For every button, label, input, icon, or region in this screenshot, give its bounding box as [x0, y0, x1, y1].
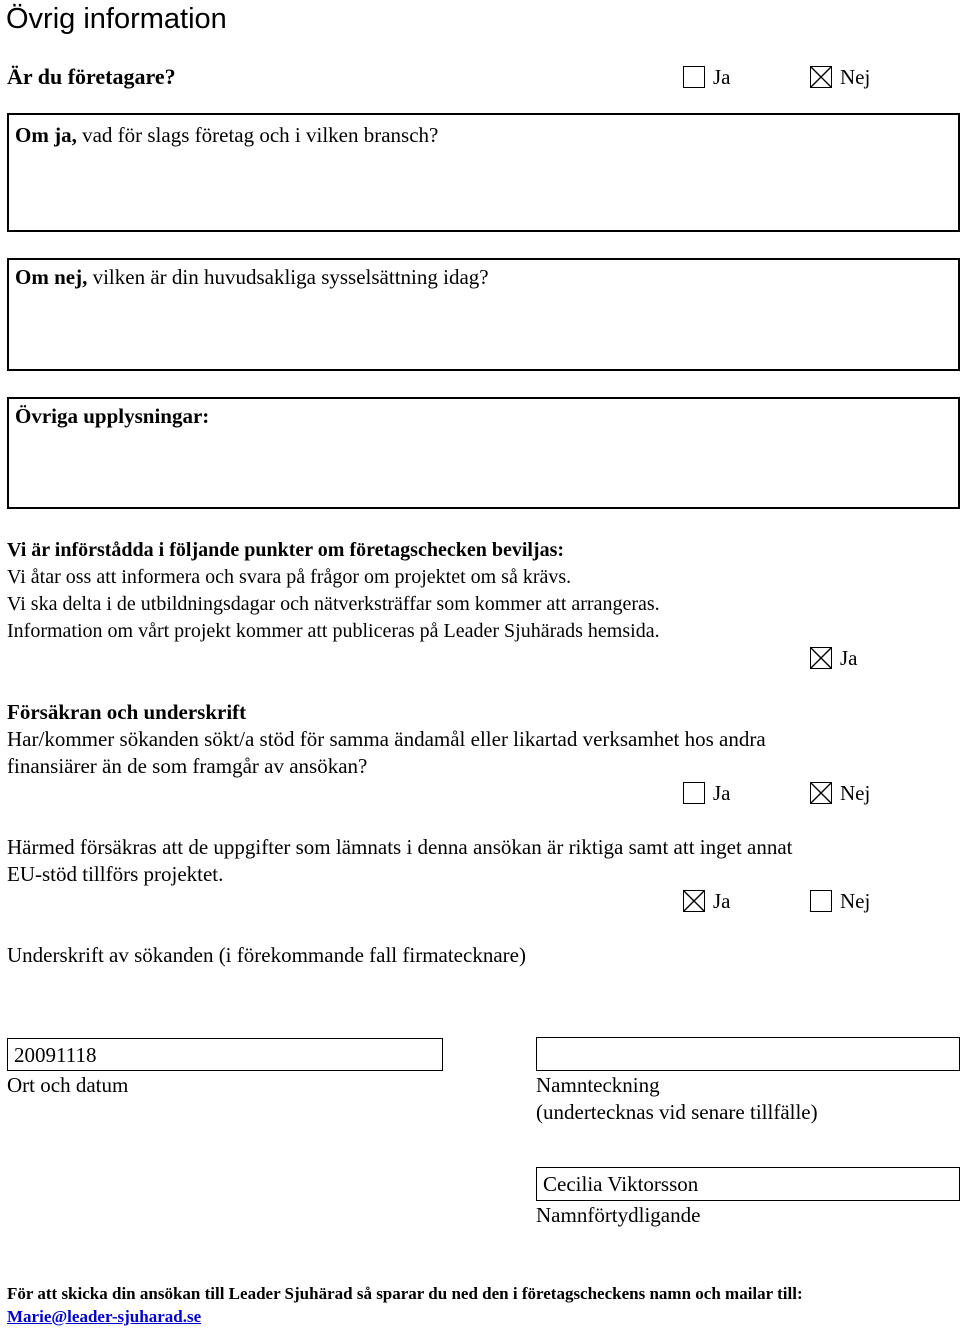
name-field[interactable]: Cecilia Viktorsson — [536, 1167, 960, 1201]
other-info-label: Övriga upplysningar: — [15, 404, 210, 428]
signature-label: Namnteckning — [536, 1073, 660, 1097]
other-info-field[interactable] — [7, 397, 960, 509]
assurance-q1-nej-label: Nej — [840, 781, 871, 805]
assurance-q1-ja-checkbox[interactable] — [683, 782, 705, 804]
agreement-line-3: Information om vårt projekt kommer att publiceras på Leader Sjuhärads hemsida. — [7, 620, 660, 642]
agreement-ja-label: Ja — [840, 646, 858, 670]
agreement-line-2: Vi ska delta i de utbildningsdagar och nätverksträffar som kommer att arrangeras. — [7, 593, 660, 615]
signature-field[interactable] — [536, 1037, 960, 1071]
date-field[interactable]: 20091118 — [7, 1038, 443, 1071]
check-x-mark-icon — [811, 648, 831, 668]
if-yes-field[interactable] — [7, 113, 960, 232]
if-no-field[interactable] — [7, 258, 960, 371]
assurance-q1-ja-label: Ja — [713, 781, 731, 805]
entrepreneur-nej-label: Nej — [840, 65, 871, 89]
date-label: Ort och datum — [7, 1073, 129, 1097]
assurance-q2-ja-checkbox[interactable] — [683, 890, 705, 912]
assurance-q2-nej-checkbox[interactable] — [810, 890, 832, 912]
entrepreneur-nej-checkbox[interactable] — [810, 66, 832, 88]
entrepreneur-ja-checkbox[interactable] — [683, 66, 705, 88]
assurance-q2-ja-label: Ja — [713, 889, 731, 913]
assurance-q2-line-1: Härmed försäkras att de uppgifter som lämnats i denna ansökan är riktiga samt att inget annat — [7, 835, 793, 859]
assurance-q1-line-1: Har/kommer sökanden sökt/a stöd för samma ändamål eller likartad verksamhet hos andra — [7, 727, 766, 751]
footer-text: För att skicka din ansökan till Leader Sjuhärad så sparar du ned den i företagscheckens namn och mailar till: — [7, 1284, 803, 1303]
entrepreneur-ja-label: Ja — [713, 65, 731, 89]
check-x-mark-icon — [811, 783, 831, 803]
footer-email-link[interactable]: Marie@leader-sjuharad.se — [7, 1307, 202, 1326]
check-x-mark-icon — [684, 891, 704, 911]
assurance-heading: Försäkran och underskrift — [7, 700, 247, 724]
if-yes-label: Om ja, vad för slags företag och i vilken bransch? — [15, 123, 439, 147]
assurance-q1-nej-checkbox[interactable] — [810, 782, 832, 804]
entrepreneur-question: Är du företagare? — [7, 64, 176, 89]
if-no-label: Om nej, vilken är din huvudsakliga sysselsättning idag? — [15, 265, 489, 289]
signature-note: (undertecknas vid senare tillfälle) — [536, 1100, 818, 1124]
name-label: Namnförtydligande — [536, 1203, 701, 1227]
assurance-q2-line-2: EU-stöd tillförs projektet. — [7, 862, 224, 886]
assurance-q2-nej-label: Nej — [840, 889, 871, 913]
assurance-q1-line-2: finansiärer än de som framgår av ansökan? — [7, 754, 368, 778]
page-title: Övrig information — [6, 3, 227, 35]
signature-heading: Underskrift av sökanden (i förekommande fall firmatecknare) — [7, 943, 526, 967]
agreement-line-1: Vi åtar oss att informera och svara på frågor om projektet om så krävs. — [7, 566, 572, 588]
agreement-ja-checkbox[interactable] — [810, 647, 832, 669]
check-x-mark-icon — [811, 67, 831, 87]
agreement-heading: Vi är införstådda i följande punkter om företagschecken beviljas: — [7, 539, 565, 561]
